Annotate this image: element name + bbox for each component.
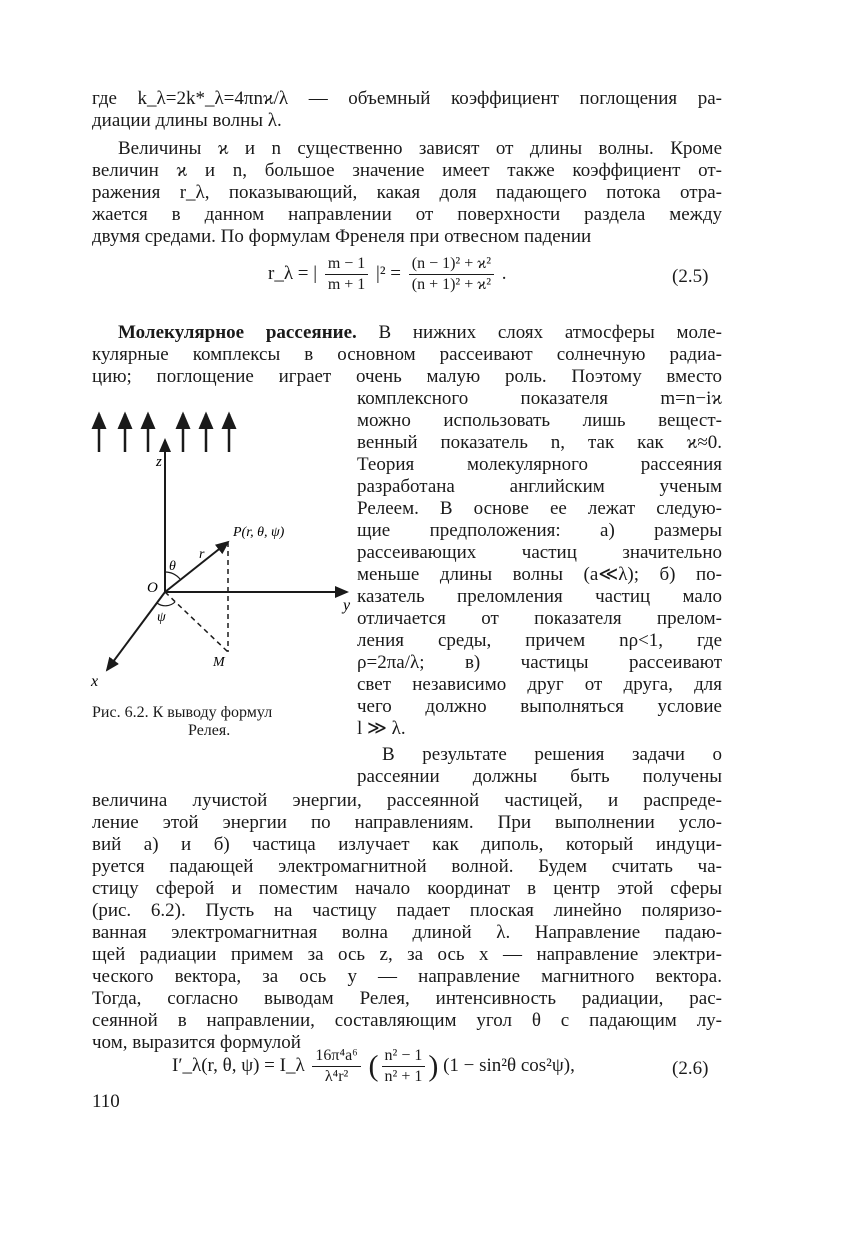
eq26-close-paren: ): [428, 1049, 439, 1083]
para2-line-3: цию; поглощение играет очень малую роль. Поэтому вместо: [92, 366, 722, 387]
para2-right-line-10: казатель преломления частиц мало: [357, 586, 722, 607]
para2-line-1: [118, 322, 722, 344]
eq26-fraction-2: [382, 1046, 426, 1087]
para3-line-10: Тогда, согласно выводам Релея, интенсивность радиации, рас-: [92, 988, 722, 1009]
eq26-frac1-num: 16π⁴a⁶: [312, 1046, 360, 1067]
equation-2-6-number: (2.6): [672, 1058, 709, 1079]
para3-right-line-2: рассеянии должны быть получены: [357, 766, 722, 787]
intro-line-1: где k_λ=2k*_λ=4πnϰ/λ — объемный коэффициент поглощения ра-: [92, 88, 722, 109]
equation-2-6: [172, 1046, 575, 1087]
para3-line-11: сеянной в направлении, составляющим угол θ с падающим лу-: [92, 1010, 722, 1031]
eq25-mid: |² =: [376, 262, 401, 284]
para2-right-line-4: Теория молекулярного рассеяния: [357, 454, 722, 475]
para1-line-5: двумя средами. По формулам Френеля при отвесном падении: [92, 226, 592, 247]
eq26-open-paren: (: [368, 1049, 379, 1083]
para2-right-line-7: щие предположения: а) размеры: [357, 520, 722, 541]
para2-line-1-text: В нижних слоях атмосферы моле-: [356, 322, 722, 343]
para3-line-5: стицу сферой и поместим начало координат в центр этой сферы: [92, 878, 722, 899]
figure-6-2: [85, 400, 355, 700]
para2-right-line-3: венный показатель n, так как ϰ≈0.: [357, 432, 722, 453]
psi-label: ψ: [157, 610, 166, 625]
eq25-frac1-den: m + 1: [327, 276, 366, 293]
eq25-frac1-num: m − 1: [325, 254, 368, 275]
para3-line-3: вий а) и б) частица излучает как диполь, который индуци-: [92, 834, 722, 855]
para1-line-2: величин ϰ и n, большое значение имеет также коэффициент от-: [92, 160, 722, 181]
eq25-fraction-1: [325, 254, 368, 295]
eq25-frac2-den: (n + 1)² + ϰ²: [411, 276, 492, 293]
para2-right-line-9: меньше длины волны (a≪λ); б) по-: [357, 564, 722, 585]
para2-right-line-11: отличается от показателя прелом-: [357, 608, 722, 629]
x-axis: [107, 592, 165, 670]
section-heading: Молекулярное рассеяние.: [118, 322, 357, 343]
para1-line-4: жается в данном направлении от поверхности раздела между: [92, 204, 722, 225]
para3-right-line-1: В результате решения задачи о: [382, 744, 722, 765]
x-label: x: [91, 673, 99, 690]
m-label: M: [213, 655, 225, 670]
para1-line-3: ражения r_λ, показывающий, какая доля падающего потока отра-: [92, 182, 722, 203]
r-label: r: [199, 547, 205, 562]
para2-right-line-14: свет независимо друг от друга, для: [357, 674, 722, 695]
eq26-frac2-den: n² + 1: [384, 1068, 423, 1085]
figure-caption-line-2: Релея.: [188, 722, 231, 739]
eq26-frac2-num: n² − 1: [382, 1046, 426, 1067]
para3-line-12: чом, выразится формулой: [92, 1032, 301, 1053]
para2-right-line-1: комплексного показателя m=n−iϰ: [357, 388, 722, 409]
point-label: P(r, θ, ψ): [233, 525, 285, 540]
para3-line-7: ванная электромагнитная волна длиной λ. Направление падаю-: [92, 922, 722, 943]
figure-caption-line-1: Рис. 6.2. К выводу формул: [92, 704, 273, 721]
y-label: y: [343, 597, 351, 614]
eq26-tail: (1 − sin²θ cos²ψ),: [443, 1054, 575, 1076]
para2-right-line-6: Релеем. В основе ее лежат следую-: [357, 498, 722, 519]
para2-right-line-16: l ≫ λ.: [357, 718, 406, 739]
para3-line-4: руется падающей электромагнитной волной. Будем считать ча-: [92, 856, 722, 877]
eq26-frac1-den: λ⁴r²: [324, 1068, 349, 1085]
equation-2-5-number: (2.5): [672, 266, 709, 287]
eq25-frac2-num: (n − 1)² + ϰ²: [409, 254, 494, 275]
plane-projection: [165, 592, 228, 652]
para2-right-line-5: разработана английским ученым: [357, 476, 722, 497]
para3-line-6: (рис. 6.2). Пусть на частицу падает плоская линейно поляризо-: [92, 900, 722, 921]
para2-right-line-15: чего должно выполняться условие: [357, 696, 722, 717]
equation-2-5: [268, 254, 507, 295]
eq25-fraction-2: [409, 254, 494, 295]
para3-line-1: величина лучистой энергии, рассеянной частицей, и распреде-: [92, 790, 722, 811]
para2-right-line-12: ления среды, причем nρ<1, где: [357, 630, 722, 651]
eq26-fraction-1: [312, 1046, 360, 1087]
theta-label: θ: [169, 559, 176, 574]
eq26-lhs: I′_λ(r, θ, ψ) = I_λ: [172, 1054, 305, 1076]
para3-line-9: ческого вектора, за ось y — направление магнитного вектора.: [92, 966, 722, 987]
eq25-tail: .: [501, 262, 507, 284]
para2-right-line-8: рассеивающих частиц значительно: [357, 542, 722, 563]
para3-line-8: щей радиации примем за ось z, за ось x — направление электри-: [92, 944, 722, 965]
intro-line-2: диации длины волны λ.: [92, 110, 282, 131]
para2-line-2: кулярные комплексы в основном рассеивают солнечную радиа-: [92, 344, 722, 365]
psi-arc: [157, 602, 175, 606]
para3-line-2: ление этой энергии по направлениям. При выполнении усло-: [92, 812, 722, 833]
eq25-lhs: r_λ = |: [268, 262, 318, 284]
para2-right-line-13: ρ=2πa/λ; в) частицы рассеивают: [357, 652, 722, 673]
para2-right-line-2: можно использовать лишь вещест-: [357, 410, 722, 431]
origin-label: O: [147, 580, 158, 596]
para1-line-1: Величины ϰ и n существенно зависят от длины волны. Кроме: [118, 138, 722, 159]
page-number: 110: [92, 1091, 120, 1112]
z-label: z: [156, 454, 162, 470]
